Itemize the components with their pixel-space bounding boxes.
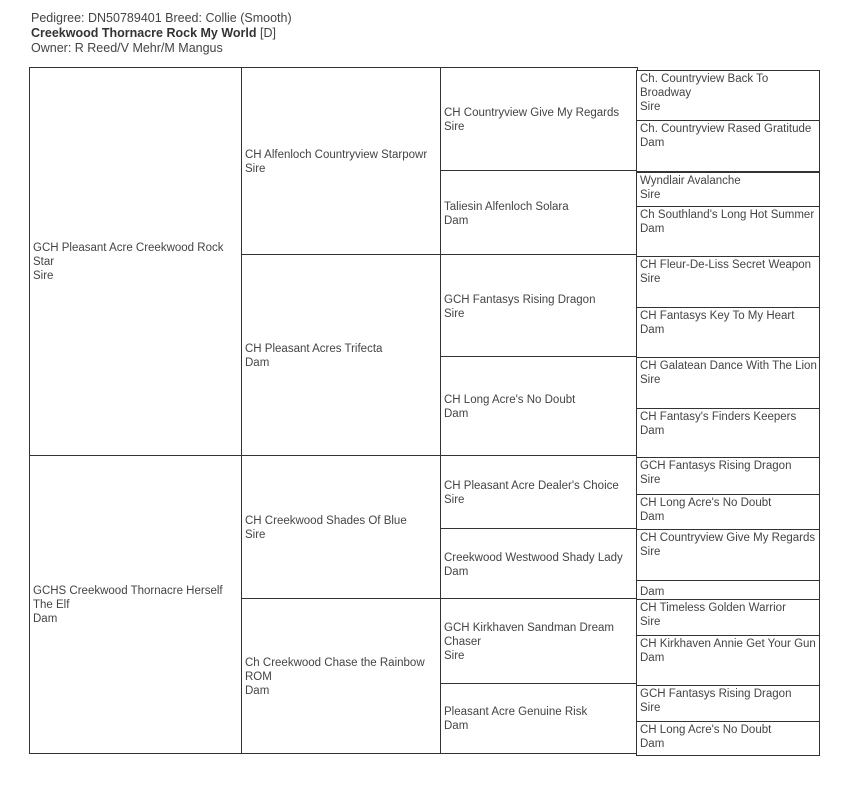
dog-name: Creekwood Thornacre Rock My World: [31, 26, 257, 40]
ancestor-role: Sire: [444, 307, 465, 320]
ancestor-role: Dam: [444, 214, 469, 227]
ancestor-role: Dam: [444, 565, 469, 578]
dog-sex: [D]: [260, 26, 276, 40]
breed-value: Collie (Smooth): [205, 11, 292, 25]
gen1-sire: [29, 67, 243, 456]
ancestor-role: Dam: [444, 408, 469, 420]
ancestor-name: Ch Southland's Long Hot Summer: [640, 209, 815, 221]
ancestor-role: Sire: [33, 270, 54, 282]
ancestor-name: CH Kirkhaven Annie Get Your Gun: [640, 638, 816, 650]
gen4-ancestor: [636, 580, 820, 600]
gen4-ancestor: [636, 70, 820, 121]
gen2-ancestor: [241, 254, 442, 457]
owner-label: Owner:: [31, 41, 72, 55]
gen4-ancestor: [636, 256, 820, 308]
gen4-ancestor: [636, 206, 820, 257]
gen3-ancestor: [440, 67, 638, 172]
ancestor-role: Sire: [245, 529, 266, 541]
ancestor-role: Dam: [640, 425, 665, 437]
gen1-dam: [29, 455, 243, 754]
owner-value: R Reed/V Mehr/M Mangus: [74, 41, 223, 55]
ancestor-name: GCH Fantasys Rising Dragon: [640, 688, 792, 700]
gen4-ancestor: [636, 635, 820, 686]
gen4-ancestor: [636, 529, 820, 581]
ancestor-role: Sire: [245, 163, 266, 175]
ancestor-name: CH Long Acre's No Doubt: [444, 394, 576, 406]
ancestor-name: CH Galatean Dance With The Lion: [640, 360, 817, 372]
ancestor-name: CH Pleasant Acre Dealer's Choice: [444, 480, 619, 492]
ancestor-role: Dam: [640, 137, 665, 149]
ancestor-role: Dam: [245, 684, 270, 697]
ancestor-name: GCH Kirkhaven Sandman Dream Chaser: [444, 622, 615, 648]
gen4-ancestor: [636, 172, 820, 207]
gen3-ancestor: [440, 528, 638, 600]
gen4-ancestor: [636, 357, 820, 409]
ancestor-name: Ch Creekwood Chase the Rainbow ROM: [245, 656, 425, 683]
ancestor-name: Pleasant Acre Genuine Risk: [444, 706, 588, 718]
ancestor-name: CH Creekwood Shades Of Blue: [245, 515, 407, 527]
gen3-ancestor: [440, 598, 638, 685]
ancestor-name: GCH Fantasys Rising Dragon: [444, 293, 596, 306]
ancestor-name: GCH Fantasys Rising Dragon: [640, 460, 792, 472]
ancestor-name: GCHS Creekwood Thornacre Herself The Elf: [33, 585, 223, 611]
ancestor-role: Sire: [640, 616, 661, 628]
gen3-ancestor: [440, 455, 638, 530]
dog-line: [31, 26, 292, 41]
ancestor-role: Sire: [444, 121, 465, 133]
ancestor-role: Sire: [640, 474, 661, 486]
ancestor-name: Taliesin Alfenloch Solara: [444, 200, 569, 213]
owner-line: [31, 41, 292, 56]
ancestor-role: Sire: [640, 374, 661, 386]
ancestor-role: Dam: [640, 511, 665, 523]
gen2-ancestor: [241, 598, 442, 754]
ancestor-role: Sire: [444, 650, 465, 662]
gen4-ancestor: [636, 721, 820, 756]
gen3-ancestor: [440, 254, 638, 358]
ancestor-role: Sire: [640, 189, 661, 201]
pedigree-line: [31, 11, 292, 26]
ancestor-role: Sire: [444, 494, 465, 506]
ancestor-name: Creekwood Westwood Shady Lady: [444, 551, 623, 564]
ancestor-name: CH Timeless Golden Warrior: [640, 602, 786, 614]
ancestor-name: CH Fantasys Key To My Heart: [640, 310, 795, 322]
gen2-ancestor: [241, 67, 442, 256]
ancestor-name: CH Alfenloch Countryview Starpowr: [245, 149, 428, 161]
ancestor-role: Sire: [640, 101, 661, 113]
ancestor-name: CH Countryview Give My Regards: [640, 532, 816, 544]
ancestor-name: CH Long Acre's No Doubt: [640, 497, 772, 509]
ancestor-name: Ch. Countryview Rased Gratitude: [640, 123, 812, 135]
gen3-ancestor: [440, 356, 638, 457]
ancestor-role: Dam: [640, 324, 665, 336]
ancestor-role: Sire: [640, 702, 661, 714]
ancestor-role: Dam: [640, 223, 665, 235]
pedigree-header: [31, 11, 292, 56]
gen4-ancestor: [636, 120, 820, 172]
ancestor-name: Ch. Countryview Back To Broadway: [640, 73, 769, 99]
gen3-ancestor: [440, 683, 638, 754]
gen2-ancestor: [241, 455, 442, 600]
gen4-ancestor: [636, 457, 820, 495]
breed-label: Breed:: [165, 11, 202, 25]
gen4-ancestor: [636, 685, 820, 722]
ancestor-name: Wyndlair Avalanche: [640, 175, 741, 187]
ancestor-role: Dam: [245, 357, 270, 369]
pedigree-label: Pedigree:: [31, 11, 85, 25]
ancestor-role: Dam: [33, 613, 58, 625]
ancestor-role: Dam: [640, 652, 665, 664]
registration-number: DN50789401: [88, 11, 162, 25]
gen4-ancestor: [636, 494, 820, 530]
ancestor-role: Dam: [444, 720, 469, 732]
ancestor-name: CH Fleur-De-Liss Secret Weapon: [640, 259, 812, 271]
ancestor-name: GCH Pleasant Acre Creekwood Rock Star: [33, 242, 224, 268]
gen4-ancestor: [636, 599, 820, 636]
ancestor-role: Dam: [640, 738, 665, 750]
gen4-ancestor: [636, 307, 820, 358]
gen4-ancestor: [636, 408, 820, 458]
gen3-ancestor: [440, 170, 638, 256]
ancestor-role: Sire: [640, 546, 661, 558]
ancestor-name: CH Fantasy's Finders Keepers: [640, 411, 797, 423]
ancestor-name: CH Long Acre's No Doubt: [640, 724, 772, 736]
ancestor-role: Sire: [640, 273, 661, 285]
ancestor-name: CH Pleasant Acres Trifecta: [245, 343, 383, 355]
ancestor-name: CH Countryview Give My Regards: [444, 107, 620, 119]
ancestor-role: Dam: [640, 586, 665, 598]
